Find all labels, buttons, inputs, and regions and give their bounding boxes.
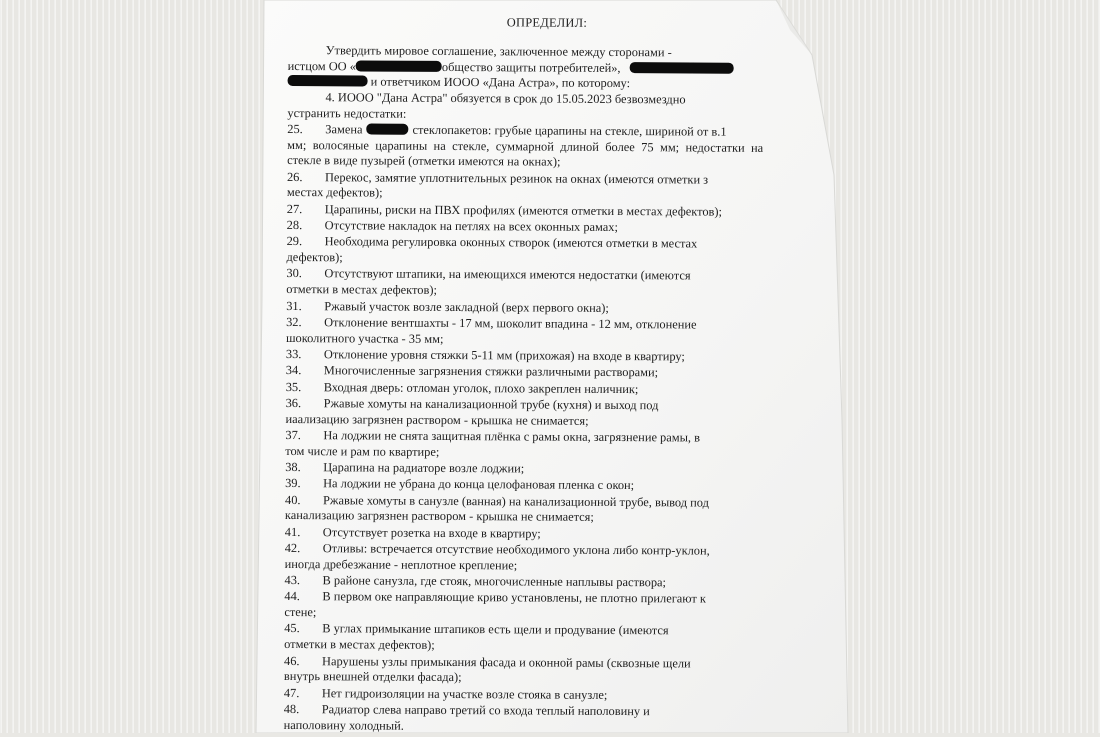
item-number: 25. — [287, 121, 303, 136]
redaction-bar — [288, 75, 368, 86]
item-number: 44. — [284, 589, 300, 604]
item-text: Нет гидроизоляции на участке возле стояка в санузле; — [321, 685, 608, 702]
list-item — [284, 589, 760, 624]
item-text: В углах примыкание штапиков есть щели и продувание (имеются — [322, 621, 669, 638]
item-number: 31. — [286, 298, 302, 313]
item-number: 40. — [284, 492, 301, 507]
item-number: 27. — [286, 201, 303, 216]
item-number: 46. — [284, 653, 300, 668]
item-text-cont: внутрь внешней отделки фасада); — [283, 669, 462, 685]
list-item — [285, 541, 761, 576]
redaction-bar — [630, 62, 734, 74]
list-item — [286, 266, 762, 301]
plaintiff-suffix: общество защиты потребителей», — [441, 59, 621, 75]
item-text: Ржавый участок возле закладной (верх первого окна); — [324, 298, 609, 315]
document-body — [284, 14, 764, 737]
list-item — [286, 234, 762, 269]
list-item — [284, 621, 760, 656]
item-number: 33. — [285, 346, 302, 362]
plaintiff-prefix: истцом ОО « — [287, 58, 356, 74]
item-text-cont: иногда дребезжание - неплотное крепление; — [284, 556, 518, 573]
item-text-cont: отметки в местах дефектов); — [286, 282, 437, 298]
item-number: 42. — [284, 540, 301, 556]
item-text: Радиатор слева направо третий со входа теплый наполовину и — [321, 702, 650, 719]
item-text-cont: канализацию загрязнен раствором - крышка не снимается; — [284, 508, 594, 525]
item-text: В первом оке направляющие криво установлены, не плотно прилегают к — [322, 589, 706, 606]
item-text: Царапины, риски на ПВХ профилях (имеются отметки в местах дефектов); — [324, 201, 723, 219]
item-number: 34. — [285, 363, 302, 378]
item-number: 29. — [286, 234, 303, 249]
clause-text: ИООО "Дана Астра" обязуется в срок до 15.05.2023 безвозмездно — [337, 90, 686, 107]
item-text: Отсутствует розетка на входе в квартиру; — [322, 524, 541, 541]
item-text: Перекос, замятие уплотнительных резинок на окнах (имеются отметки з — [324, 169, 709, 187]
item-number: 43. — [284, 573, 301, 588]
item-text: Нарушены узлы примыкания фасада и оконной рамы (сквозные щели — [322, 653, 691, 671]
item-text: Входная дверь: отломан уголок, плохо закреплен наличник; — [323, 379, 639, 396]
item-text-cont: шоколитного участка - 35 мм; — [285, 330, 444, 346]
list-item — [286, 315, 762, 350]
item-number: 47. — [283, 685, 300, 700]
item-text-cont: наполовину холодный. — [283, 717, 404, 733]
item-text: Необходима регулировка оконных створок (имеются отметки в местах — [324, 234, 698, 251]
item-number: 39. — [285, 476, 301, 491]
item-text-cont: местах дефектов); — [286, 185, 383, 201]
item-number: 35. — [285, 379, 302, 394]
clause-text-cont: устранить недостатки: — [287, 105, 407, 121]
clause-number: 4. — [325, 90, 335, 105]
item-text: Многочисленные загрязнения стяжки различными растворами; — [323, 363, 659, 380]
item-text: Отсутствуют штапики, на имеющихся имеются недостатки (имеются — [324, 266, 691, 283]
document-title: ОПРЕДЕЛИЛ: — [506, 15, 588, 30]
item-text-cont: стене; — [284, 605, 317, 620]
item-number: 38. — [285, 460, 301, 475]
item-text-cont: отметки в местах дефектов); — [284, 637, 435, 653]
redaction-bar — [366, 123, 408, 134]
item-text: Ржавые хомуты на канализационной трубе (кухня) и выход под — [323, 396, 659, 413]
item-text: Замена — [325, 122, 363, 137]
list-item — [284, 702, 760, 737]
item-number: 48. — [283, 701, 300, 717]
item-text: Отклонение вентшахты - 17 мм, шоколит впадина - 12 мм, отклонение — [324, 315, 697, 332]
intro-line-1: Утвердить мировое соглашение, заключенное между сторонами - — [325, 43, 672, 60]
item-text-cont: дефектов); — [286, 250, 343, 265]
item-text: Царапина на радиаторе возле лоджии; — [323, 460, 525, 476]
intro-paragraph — [287, 43, 763, 125]
redaction-bar — [356, 60, 442, 72]
item-number: 30. — [286, 266, 302, 281]
list-item — [287, 122, 763, 172]
item-text: Ржавые хомуты в санузле (ванная) на канализационной трубе, вывод под — [322, 492, 710, 510]
list-item — [285, 428, 761, 463]
list-item — [284, 654, 760, 689]
item-number: 37. — [285, 427, 301, 443]
item-number: 41. — [284, 524, 301, 539]
item-text: Отклонение уровня стяжки 5-11 мм (прихожая) на входе в квартиру; — [323, 347, 685, 364]
defects-list — [284, 122, 764, 737]
item-text: В районе санузла, где стояк, многочисленные наплывы раствора; — [322, 573, 667, 590]
intro-line-3: и ответчиком ИООО «Дана Астра», по которому: — [370, 74, 631, 91]
item-text: Отсутствие накладок на петлях на всех оконных рамах; — [324, 218, 618, 235]
item-text: На лоджии не снята защитная плёнка с рамы окна, загрязнение рамы, в — [323, 428, 701, 445]
item-number: 28. — [286, 218, 303, 233]
list-item — [285, 396, 761, 431]
item-text-cont: иаализацию загрязнен раствором - крышка не снимается; — [285, 411, 589, 428]
item-number: 36. — [285, 395, 302, 410]
list-item — [285, 493, 761, 528]
item-number: 45. — [284, 621, 300, 636]
item-number: 32. — [286, 314, 302, 329]
item-text: Отливы: встречается отсутствие необходимого уклона либо контр-уклон, — [322, 541, 710, 558]
item-text: На лоджии не убрана до конца целофановая пленка с окон; — [323, 476, 635, 493]
item-text: стеклопакетов: грубые царапины на стекле, шириной от в.1 — [412, 122, 727, 139]
item-text-cont: мм; волосяные царапины на стекле, суммарной длиной более 75 мм; недостатки на стекле в виде пузырей (отметки имеются на окнах); — [287, 137, 764, 170]
item-number: 26. — [286, 169, 303, 184]
list-item — [287, 170, 763, 205]
item-text-cont: том числе и рам по квартире; — [285, 443, 440, 459]
